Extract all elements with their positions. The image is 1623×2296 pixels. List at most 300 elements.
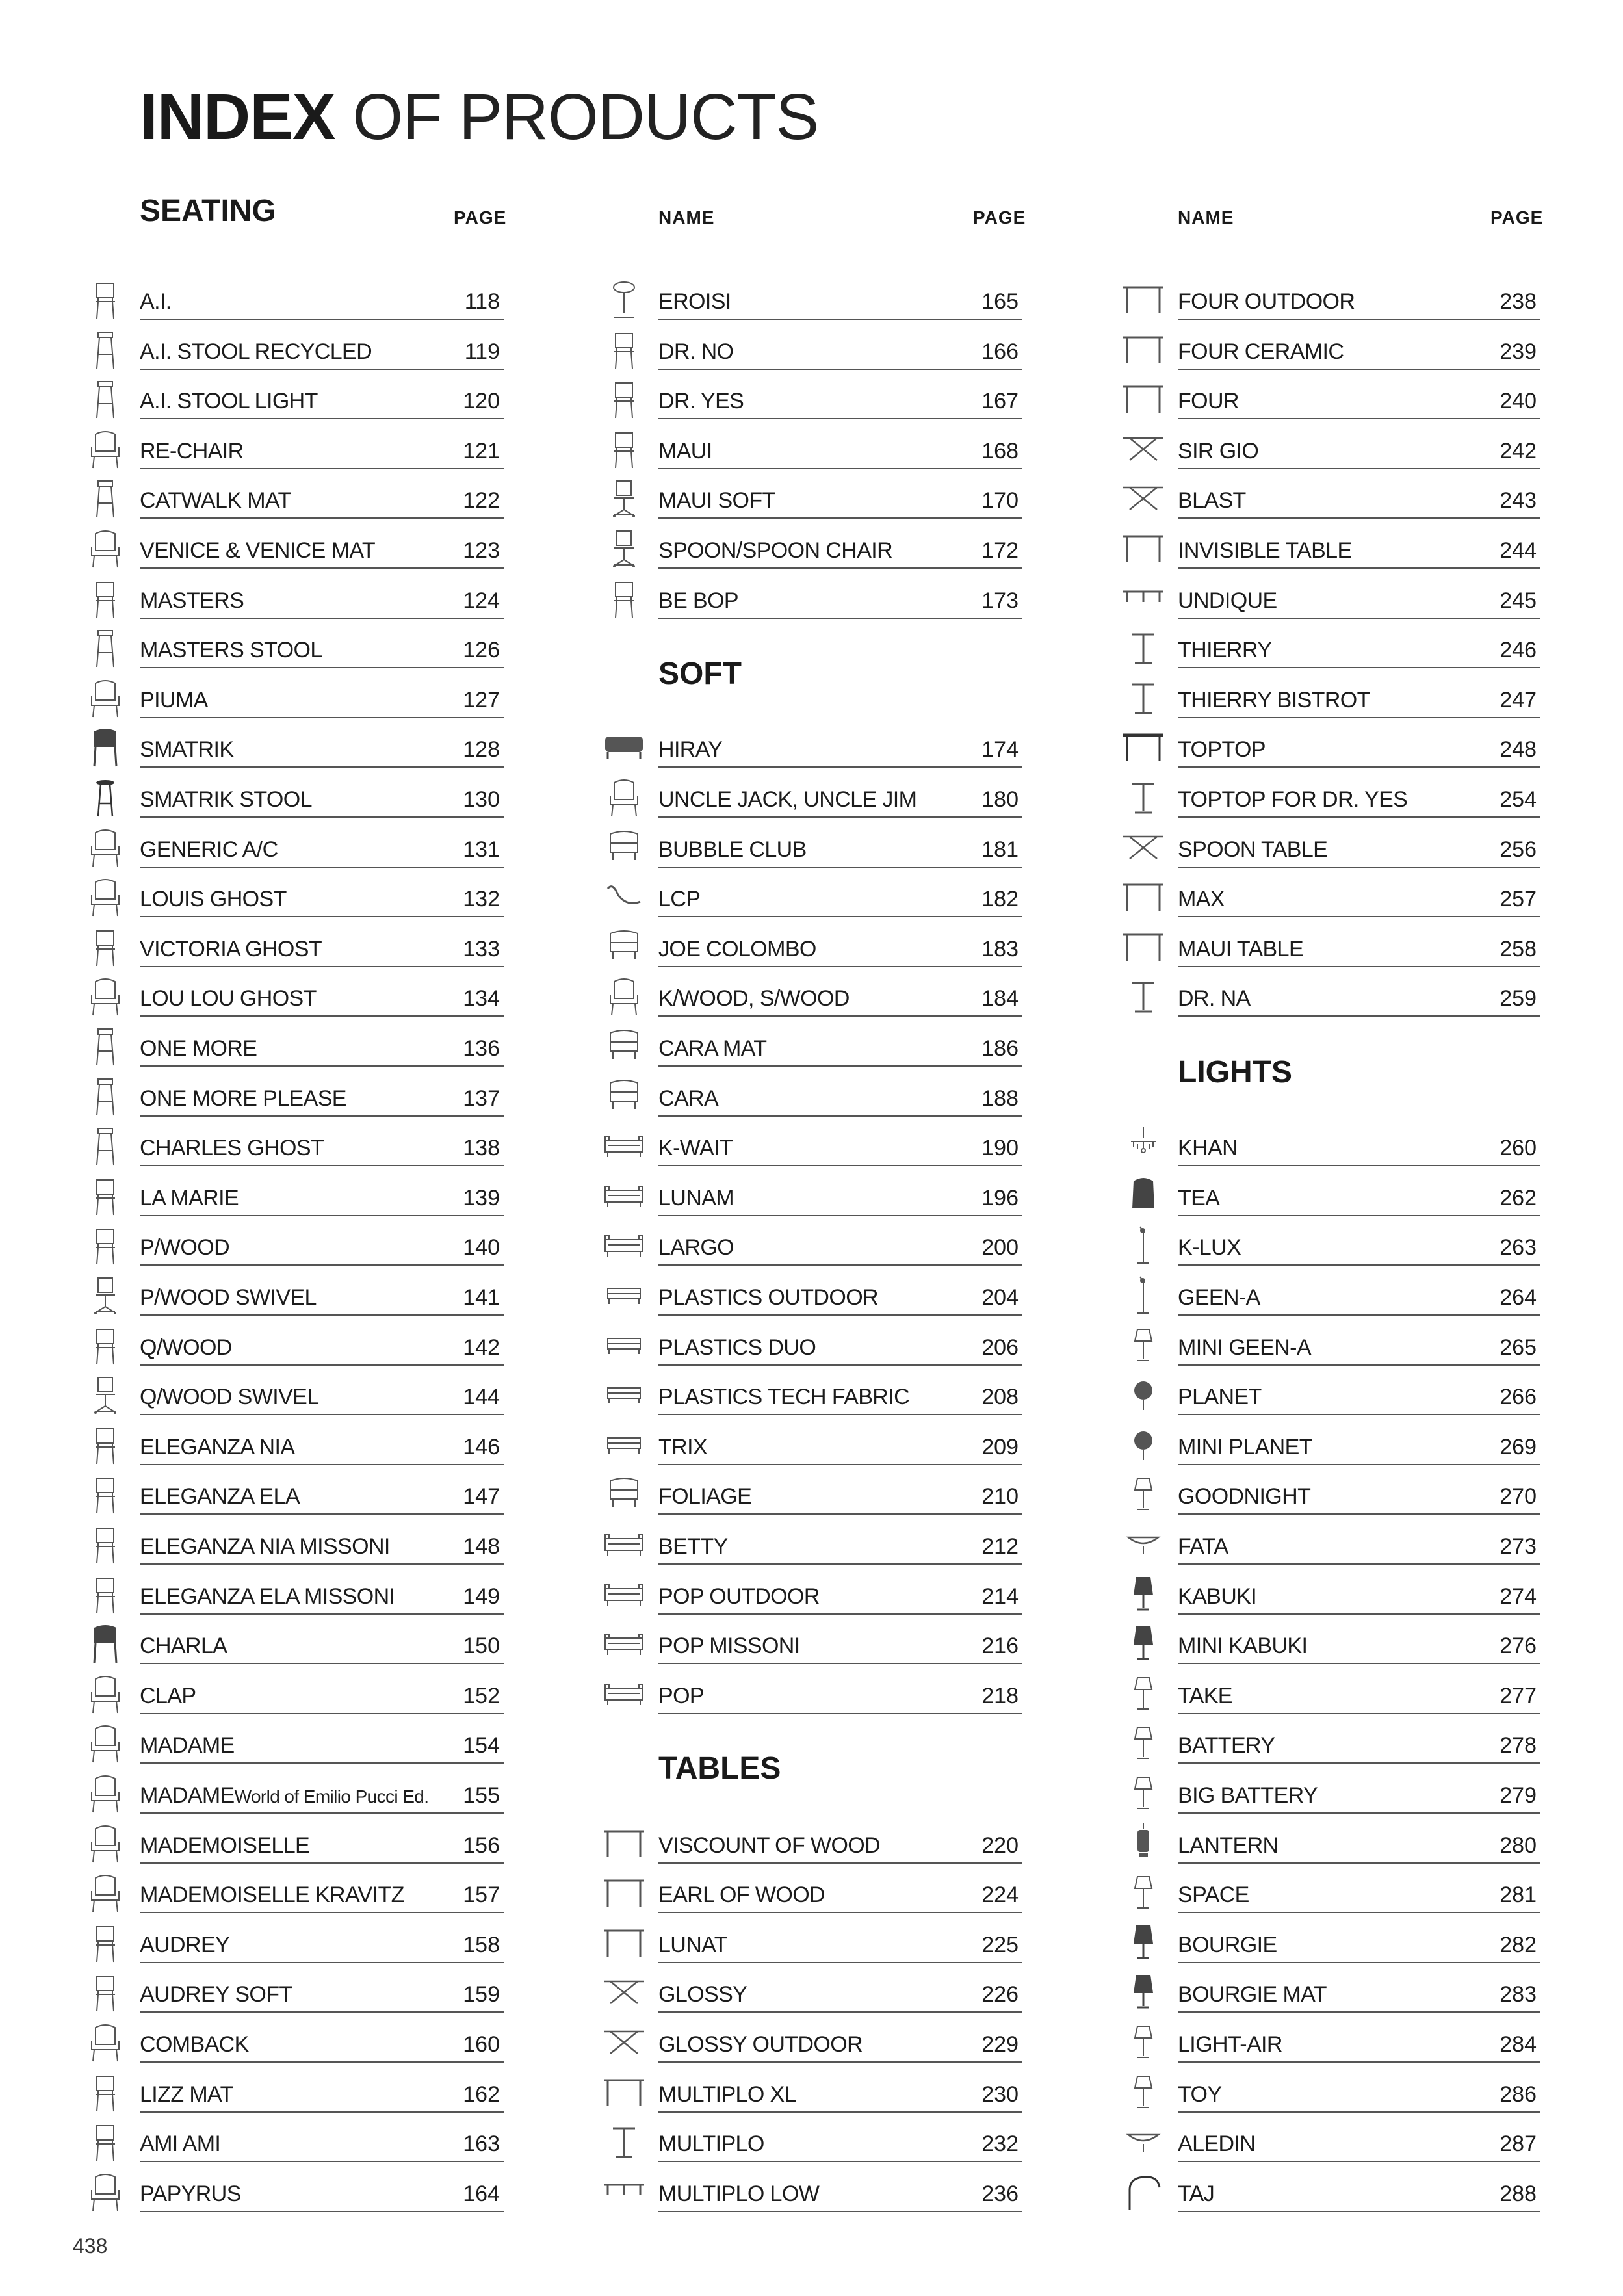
product-name: LCP [658, 887, 701, 912]
row-divider [658, 816, 1022, 818]
row-divider [658, 1015, 1022, 1017]
page-reference: 170 [981, 488, 1019, 514]
table-lamp-icon [1121, 1722, 1166, 1765]
stool-icon [83, 627, 128, 670]
index-row [1178, 621, 1540, 672]
armchair-icon [83, 677, 128, 720]
armchair-icon [83, 975, 128, 1018]
row-divider [140, 1513, 504, 1515]
product-name: MAUI [658, 438, 712, 463]
row-divider [140, 319, 504, 320]
page-reference: 200 [981, 1235, 1019, 1260]
index-row [1178, 1219, 1540, 1269]
arc-lamp-icon [1121, 2171, 1166, 2213]
product-name: BOURGIE [1178, 1932, 1277, 1957]
row-divider [140, 1364, 504, 1366]
product-name: INVISIBLE TABLE [1178, 538, 1352, 563]
swivel-chair-icon [83, 1274, 128, 1317]
column-header-name: NAME [658, 207, 715, 228]
product-name: MULTIPLO LOW [658, 2181, 820, 2206]
chandelier-icon [1121, 1125, 1166, 1168]
product-name: VISCOUNT OF WOOD [658, 1833, 881, 1858]
product-name: SPOON/SPOON CHAIR [658, 538, 893, 563]
page-reference: 224 [981, 1883, 1019, 1908]
row-divider [1178, 1414, 1540, 1415]
pedestal-table-icon [1121, 627, 1166, 670]
index-row [140, 672, 504, 722]
index-row [1178, 1319, 1540, 1369]
armchair-icon [83, 1822, 128, 1865]
row-divider [658, 1464, 1022, 1465]
cross-leg-table-icon [1121, 428, 1166, 471]
page-reference: 232 [981, 2132, 1019, 2157]
product-name: MINI PLANET [1178, 1434, 1312, 1459]
row-divider [140, 2211, 504, 2212]
index-row [140, 1866, 504, 1916]
row-divider [1178, 766, 1540, 768]
page-reference: 137 [463, 1086, 500, 1111]
page-reference: 220 [981, 1833, 1019, 1858]
page-reference: 122 [463, 488, 500, 514]
page-reference: 128 [463, 737, 500, 763]
product-name: BATTERY [1178, 1733, 1275, 1758]
index-row [140, 1568, 504, 1618]
row-divider [658, 1165, 1022, 1166]
row-divider [658, 468, 1022, 469]
page-reference: 286 [1500, 2081, 1537, 2107]
page-reference: 278 [1500, 1733, 1537, 1758]
product-name: ELEGANZA ELA MISSONI [140, 1584, 395, 1609]
page-reference: 168 [981, 438, 1019, 463]
index-row [140, 1020, 504, 1070]
sofa-icon [601, 1175, 647, 1218]
row-divider [658, 766, 1022, 768]
product-name: JOE COLOMBO [658, 936, 816, 961]
index-row [1178, 1169, 1540, 1220]
page-reference: 184 [981, 986, 1019, 1011]
index-row [140, 1817, 504, 1867]
row-divider [658, 2011, 1022, 2013]
page-reference: 287 [1500, 2132, 1537, 2157]
chair-icon [83, 1523, 128, 1566]
page-reference: 163 [463, 2132, 500, 2157]
table-icon [1121, 876, 1166, 919]
dark-lamp-icon [1121, 1573, 1166, 1616]
index-row [1178, 1617, 1540, 1667]
table-lamp-icon [1121, 2071, 1166, 2114]
row-divider [140, 966, 504, 967]
product-name: CARA [658, 1086, 719, 1111]
row-divider [140, 1563, 504, 1565]
index-row [1178, 672, 1540, 722]
dark-table-icon [1121, 726, 1166, 769]
page-reference: 164 [463, 2181, 500, 2206]
page-reference: 149 [463, 1584, 500, 1609]
product-name: Q/WOOD SWIVEL [140, 1385, 319, 1410]
index-row [1178, 2066, 1540, 2116]
wall-lamp-icon [1121, 1523, 1166, 1566]
dark-pendant-icon [1121, 1175, 1166, 1218]
product-name: MADEMOISELLE KRAVITZ [140, 1883, 404, 1908]
product-name: MINI GEEN-A [1178, 1335, 1311, 1360]
index-row [1178, 472, 1540, 522]
chair-icon [601, 577, 647, 620]
row-divider [140, 2011, 504, 2013]
product-name: TOPTOP [1178, 737, 1266, 763]
product-name: GLOSSY [658, 1982, 747, 2007]
page-reference: 216 [981, 1634, 1019, 1659]
index-row [140, 372, 504, 423]
dark-armchair-icon [83, 726, 128, 769]
page-reference: 243 [1500, 488, 1537, 514]
row-divider [1178, 2011, 1540, 2013]
product-name: FOUR [1178, 389, 1239, 414]
page-reference: 260 [1500, 1136, 1537, 1161]
product-name: LIGHT-AIR [1178, 2032, 1282, 2057]
floor-lamp-icon [1121, 1224, 1166, 1267]
row-divider [1178, 966, 1540, 967]
page-reference: 141 [463, 1285, 500, 1310]
index-row [140, 970, 504, 1020]
row-divider [140, 418, 504, 419]
product-name: GLOSSY OUTDOOR [658, 2032, 863, 2057]
page-reference: 138 [463, 1136, 500, 1161]
product-name: P/WOOD [140, 1235, 230, 1260]
product-name: A.I. STOOL RECYCLED [140, 339, 372, 364]
product-name: A.I. STOOL LIGHT [140, 389, 318, 414]
page-reference: 131 [463, 837, 500, 862]
index-row [140, 2016, 504, 2066]
index-row [140, 721, 504, 771]
page-reference: 186 [981, 1036, 1019, 1061]
row-divider [1178, 1215, 1540, 1216]
product-name: FATA [1178, 1534, 1228, 1559]
index-row [658, 1916, 1022, 1966]
row-divider [658, 2061, 1022, 2063]
row-divider [1178, 567, 1540, 569]
row-divider [658, 916, 1022, 917]
index-row [658, 721, 1022, 771]
page-reference: 159 [463, 1982, 500, 2007]
table-icon [601, 1822, 647, 1865]
product-name: RE-CHAIR [140, 438, 244, 463]
index-row [140, 2115, 504, 2165]
page-reference: 210 [981, 1484, 1019, 1509]
product-name: TAKE [1178, 1683, 1232, 1708]
index-row [1178, 1866, 1540, 1916]
index-row [1178, 1518, 1540, 1568]
page-reference: 119 [464, 339, 500, 364]
table-icon [601, 1872, 647, 1914]
row-divider [140, 1762, 504, 1764]
dark-lamp-icon [1121, 1623, 1166, 1665]
product-name: SIR GIO [1178, 438, 1259, 463]
page-reference: 259 [1500, 986, 1537, 1011]
page-title [140, 78, 818, 156]
product-name: ONE MORE PLEASE [140, 1086, 346, 1111]
lounge-chair-icon [601, 1473, 647, 1516]
page-reference: 146 [463, 1434, 500, 1459]
page-reference: 269 [1500, 1434, 1537, 1459]
index-row [140, 1717, 504, 1767]
product-name: CHARLA [140, 1634, 227, 1659]
row-divider [1178, 618, 1540, 619]
index-row [1178, 1817, 1540, 1867]
row-divider [658, 1215, 1022, 1216]
page-reference: 214 [981, 1584, 1019, 1609]
chair-icon [83, 278, 128, 321]
page-reference: 276 [1500, 1634, 1537, 1659]
page-reference: 230 [981, 2081, 1019, 2107]
row-divider [140, 1264, 504, 1266]
row-divider [1178, 816, 1540, 818]
index-row [140, 1518, 504, 1568]
row-divider [658, 2161, 1022, 2162]
lantern-icon [1121, 1822, 1166, 1865]
product-name: MASTERS [140, 588, 244, 613]
page-reference: 127 [463, 687, 500, 712]
table-lamp-icon [1121, 1772, 1166, 1815]
page-reference: 132 [463, 887, 500, 912]
product-name: KHAN [1178, 1136, 1238, 1161]
product-name: CARA MAT [658, 1036, 767, 1061]
page-reference: 284 [1500, 2032, 1537, 2057]
page-reference: 273 [1500, 1534, 1537, 1559]
index-row [658, 1368, 1022, 1418]
row-divider [140, 1015, 504, 1017]
row-divider [1178, 1563, 1540, 1565]
bench-icon [601, 1374, 647, 1416]
chair-icon [83, 926, 128, 969]
product-name: GENERIC A/C [140, 837, 278, 862]
product-name: ONE MORE [140, 1036, 257, 1061]
index-row [658, 1070, 1022, 1120]
product-name: LA MARIE [140, 1185, 239, 1210]
product-name: BIG BATTERY [1178, 1783, 1318, 1808]
page-reference: 274 [1500, 1584, 1537, 1609]
row-divider [1178, 1812, 1540, 1814]
pedestal-table-icon [1121, 677, 1166, 720]
product-name: GEEN-A [1178, 1285, 1260, 1310]
page-reference: 173 [981, 588, 1019, 613]
index-row [1178, 323, 1540, 373]
page-reference: 248 [1500, 737, 1537, 763]
page-reference: 190 [981, 1136, 1019, 1161]
row-divider [1178, 418, 1540, 419]
page-reference: 240 [1500, 389, 1537, 414]
page-reference: 121 [463, 438, 500, 463]
product-name: GOODNIGHT [1178, 1484, 1311, 1509]
index-row [1178, 1368, 1540, 1418]
product-name: BLAST [1178, 488, 1246, 514]
pedestal-table-icon [1121, 975, 1166, 1018]
page-reference: 150 [463, 1634, 500, 1659]
sofa-icon [601, 1673, 647, 1715]
index-row [658, 1966, 1022, 2016]
product-name: AUDREY [140, 1932, 230, 1957]
row-divider [140, 369, 504, 370]
index-row [140, 1219, 504, 1269]
row-divider [140, 1314, 504, 1316]
product-name: TAJ [1178, 2181, 1215, 2206]
index-row [658, 1319, 1022, 1369]
index-row [140, 1169, 504, 1220]
chair-icon [83, 2120, 128, 2163]
lounge-chair-icon [601, 1025, 647, 1068]
index-row [658, 2165, 1022, 2215]
row-divider [1178, 2211, 1540, 2212]
row-divider [1178, 1862, 1540, 1864]
row-divider [1178, 1513, 1540, 1515]
chair-icon [601, 328, 647, 371]
chair-icon [83, 1971, 128, 2014]
page-reference: 147 [463, 1484, 500, 1509]
armchair-icon [83, 1722, 128, 1765]
section-tables: TABLES [658, 1751, 781, 1786]
row-divider [658, 418, 1022, 419]
index-row [658, 870, 1022, 920]
page-reference: 242 [1500, 438, 1537, 463]
page-reference: 209 [981, 1434, 1019, 1459]
index-row [140, 2165, 504, 2215]
row-divider [1178, 916, 1540, 917]
product-name: LOUIS GHOST [140, 887, 287, 912]
product-name: THIERRY [1178, 638, 1272, 663]
product-name: BOURGIE MAT [1178, 1982, 1327, 2007]
product-name: SMATRIK [140, 737, 234, 763]
product-name: KABUKI [1178, 1584, 1257, 1609]
product-name: A.I. [140, 289, 172, 314]
product-name: TOPTOP FOR DR. YES [1178, 787, 1408, 812]
index-row [658, 423, 1022, 473]
stool-icon [83, 378, 128, 421]
sofa-icon [601, 1623, 647, 1665]
armchair-icon [83, 2171, 128, 2213]
low-table-icon [601, 2171, 647, 2213]
product-name: MASTERS STOOL [140, 638, 322, 663]
chair-icon [83, 1175, 128, 1218]
page-reference: 157 [463, 1883, 500, 1908]
index-row [658, 2016, 1022, 2066]
row-divider [1178, 369, 1540, 370]
page-reference: 144 [463, 1385, 500, 1410]
product-name: MADEMOISELLE [140, 1833, 310, 1858]
index-row [658, 1169, 1022, 1220]
page-reference: 247 [1500, 687, 1537, 712]
index-row [140, 870, 504, 920]
chair-icon [83, 1424, 128, 1467]
cross-leg-table-icon [1121, 826, 1166, 869]
index-row [140, 1269, 504, 1319]
swivel-chair-icon [601, 477, 647, 520]
index-row [140, 1767, 504, 1817]
index-row [1178, 970, 1540, 1020]
index-row [140, 323, 504, 373]
index-row [140, 821, 504, 871]
page-reference: 264 [1500, 1285, 1537, 1310]
stool-icon [83, 1025, 128, 1068]
index-row [1178, 1468, 1540, 1518]
page-reference: 229 [981, 2032, 1019, 2057]
index-row [1178, 372, 1540, 423]
index-row [658, 472, 1022, 522]
armchair-icon [601, 975, 647, 1018]
page-reference: 258 [1500, 936, 1537, 961]
index-row [1178, 1767, 1540, 1817]
page-reference: 281 [1500, 1883, 1537, 1908]
index-row [1178, 821, 1540, 871]
row-divider [658, 2111, 1022, 2113]
section-lights: LIGHTS [1178, 1055, 1292, 1089]
page-reference: 206 [981, 1335, 1019, 1360]
index-row [140, 1319, 504, 1369]
index-row [1178, 2016, 1540, 2066]
product-name: PIUMA [140, 687, 208, 712]
row-divider [140, 2161, 504, 2162]
page-reference: 172 [981, 538, 1019, 563]
column-header-name: NAME [1178, 207, 1234, 228]
page-reference: 162 [463, 2081, 500, 2107]
chair-icon [83, 577, 128, 620]
product-name: DR. NA [1178, 986, 1251, 1011]
index-row [1178, 572, 1540, 622]
product-name: MULTIPLO XL [658, 2081, 796, 2107]
row-divider [658, 1065, 1022, 1067]
table-icon [1121, 278, 1166, 321]
row-divider [658, 1663, 1022, 1664]
index-row [140, 423, 504, 473]
page-reference: 280 [1500, 1833, 1537, 1858]
product-name: FOLIAGE [658, 1484, 752, 1509]
page-reference: 118 [464, 289, 500, 314]
page-reference: 245 [1500, 588, 1537, 613]
stool-icon [83, 477, 128, 520]
page-reference: 155 [463, 1783, 500, 1808]
index-row [658, 1617, 1022, 1667]
index-row [1178, 1269, 1540, 1319]
row-divider [658, 618, 1022, 619]
product-name: FOUR CERAMIC [1178, 339, 1344, 364]
row-divider [1178, 1364, 1540, 1366]
dark-armchair-icon [83, 1623, 128, 1665]
page-reference: 244 [1500, 538, 1537, 563]
sofa-icon [601, 1125, 647, 1168]
product-name: K/WOOD, S/WOOD [658, 986, 850, 1011]
index-row [1178, 1418, 1540, 1468]
page-reference: 152 [463, 1683, 500, 1708]
sofa-icon [601, 1573, 647, 1616]
index-row [658, 1418, 1022, 1468]
page-reference: 277 [1500, 1683, 1537, 1708]
index-row [658, 372, 1022, 423]
product-name: CLAP [140, 1683, 196, 1708]
page-reference: 239 [1500, 339, 1537, 364]
page-reference: 282 [1500, 1932, 1537, 1957]
wall-lamp-icon [1121, 2120, 1166, 2163]
index-row [1178, 870, 1540, 920]
row-divider [658, 517, 1022, 519]
row-divider [140, 1962, 504, 1963]
product-name: POP [658, 1683, 705, 1708]
page-reference: 182 [981, 887, 1019, 912]
product-name: CATWALK MAT [140, 488, 291, 514]
armchair-icon [83, 2021, 128, 2064]
row-divider [1178, 1762, 1540, 1764]
page-number: 438 [73, 2234, 108, 2258]
index-row [1178, 1119, 1540, 1169]
row-divider [140, 567, 504, 569]
row-divider [140, 867, 504, 868]
